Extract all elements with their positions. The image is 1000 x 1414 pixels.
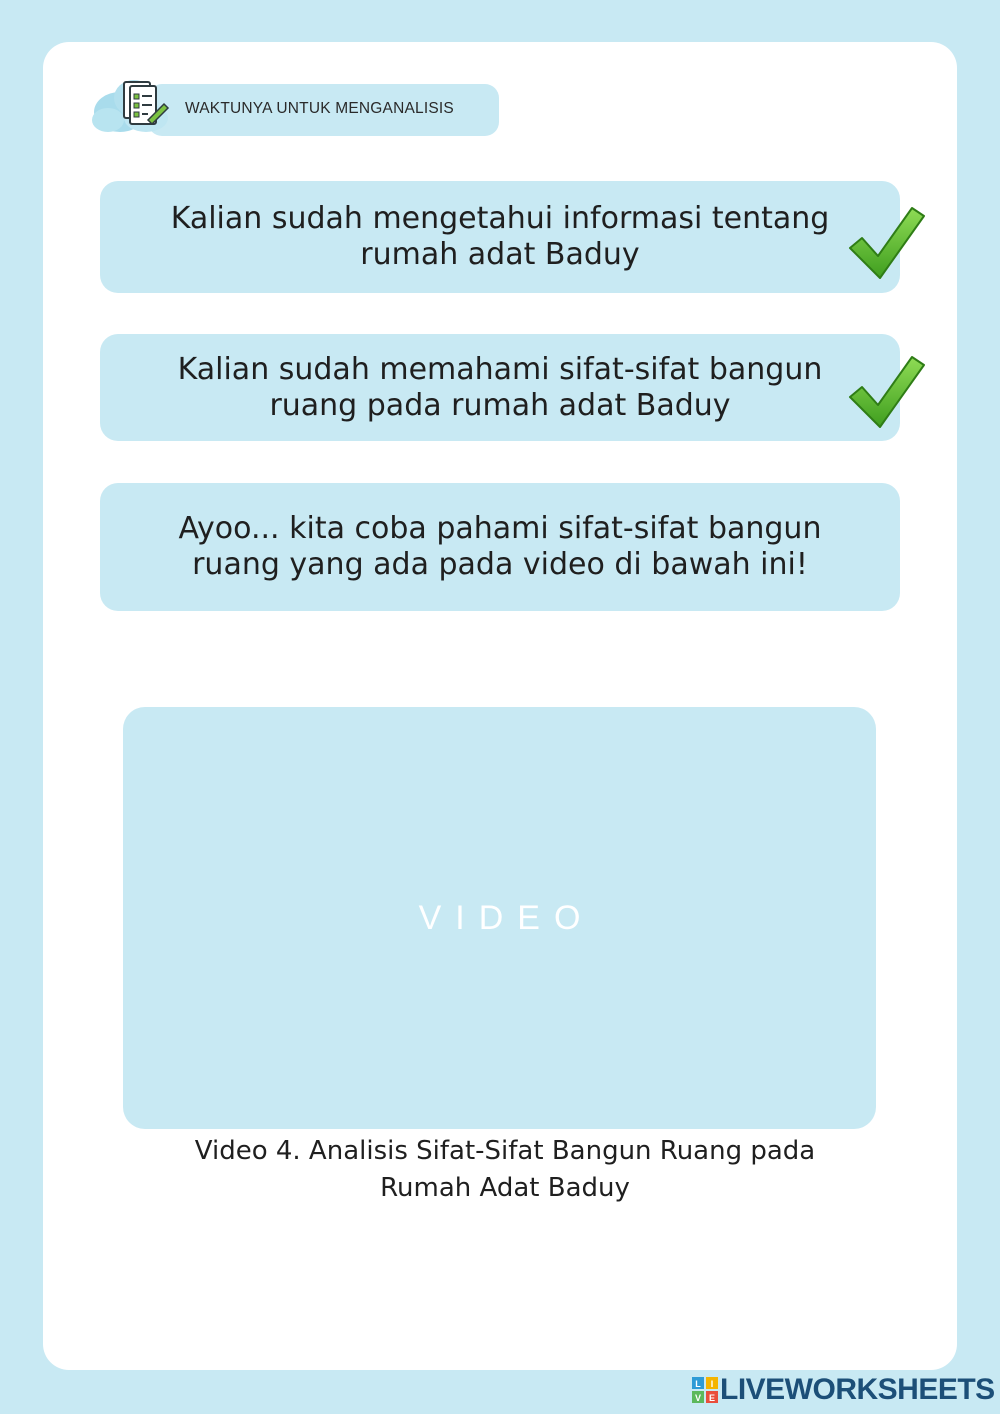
info-card-2 xyxy=(100,334,900,441)
svg-text:V: V xyxy=(694,1393,702,1403)
info-card-text: Kalian sudah mengetahui informasi tentang rumah adat Baduy xyxy=(170,201,830,272)
section-title: WAKTUNYA UNTUK MENGANALISIS xyxy=(185,100,454,117)
checkmark-icon xyxy=(846,353,926,431)
checkmark-icon xyxy=(846,204,926,282)
video-player[interactable] xyxy=(123,707,876,1129)
liveworksheets-brand[interactable] xyxy=(692,1373,995,1407)
svg-text:L: L xyxy=(695,1379,701,1389)
brand-name: LIVEWORKSHEETS xyxy=(720,1373,995,1406)
liveworksheets-logo-icon xyxy=(692,1377,718,1403)
video-placeholder-label: VIDEO xyxy=(418,898,595,937)
info-card-text: Kalian sudah memahami sifat-sifat bangun ruang pada rumah adat Baduy xyxy=(177,351,823,423)
video-caption: Video 4. Analisis Sifat-Sifat Bangun Ruang pada Rumah Adat Baduy xyxy=(194,1136,816,1203)
svg-text:E: E xyxy=(708,1393,716,1403)
checklist-document-icon xyxy=(90,68,186,140)
info-card-3 xyxy=(100,483,900,611)
info-card-1 xyxy=(100,181,900,293)
svg-text:I: I xyxy=(710,1379,714,1389)
info-card-text: Ayoo... kita coba pahami sifat-sifat bangun ruang yang ada pada video di bawah ini! xyxy=(178,511,822,582)
